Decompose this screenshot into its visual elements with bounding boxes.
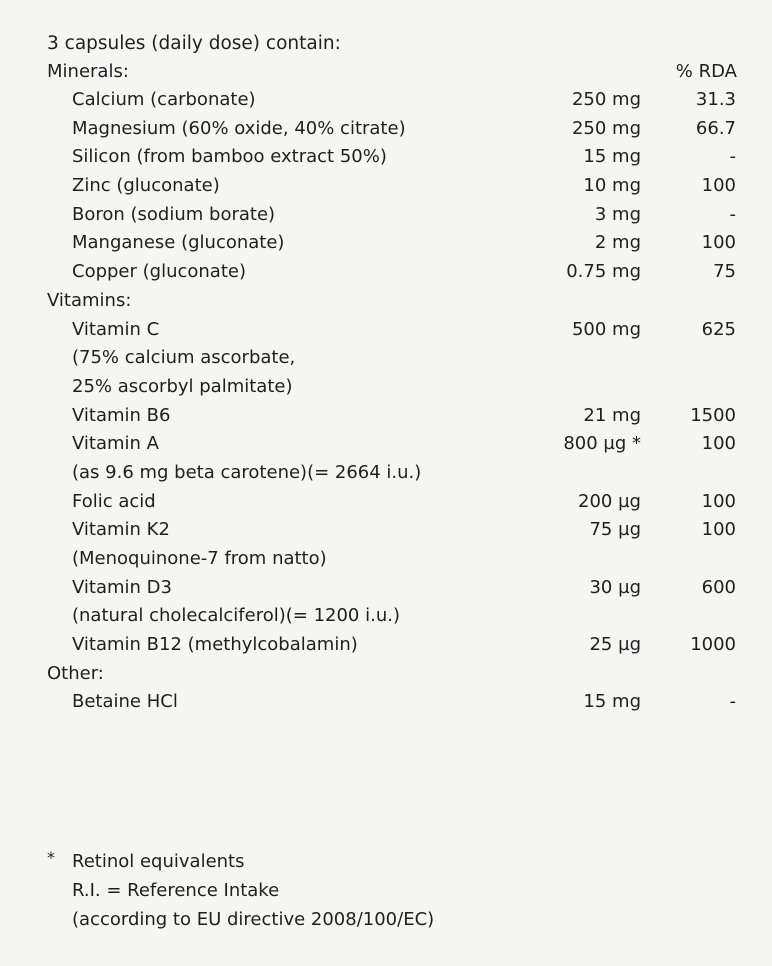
table-row (0, 516, 772, 545)
label-title: 3 capsules (daily dose) contain: (47, 33, 341, 54)
ingredient-name: (as 9.6 mg beta carotene)(= 2664 i.u.) (72, 461, 422, 483)
section-label: Vitamins: (47, 289, 132, 311)
ingredient-rda: 100 (701, 490, 736, 512)
section-row (0, 287, 772, 316)
ingredient-name: Vitamin K2 (72, 519, 170, 541)
footnote-line (47, 905, 647, 934)
ingredient-amount: 250 mg (571, 117, 641, 139)
ingredient-name: Betaine HCl (72, 691, 178, 713)
ingredient-amount: 500 mg (571, 318, 641, 340)
ingredient-amount: 200 µg (578, 490, 641, 512)
ingredient-name: Vitamin D3 (72, 576, 172, 598)
section-label: Minerals: (47, 61, 129, 82)
table-row (0, 344, 772, 373)
ingredient-rda: 1500 (690, 404, 736, 426)
ingredient-name: Boron (sodium borate) (72, 203, 276, 225)
ingredient-amount: 0.75 mg (566, 261, 641, 283)
ingredient-rda: 31.3 (695, 89, 736, 110)
ingredient-amount: 30 µg (589, 576, 641, 598)
footnote-text: R.I. = Reference Intake (72, 880, 280, 901)
footnote-line (47, 847, 647, 876)
table-row (0, 316, 772, 345)
table-row (0, 688, 772, 717)
ingredient-name: Vitamin B6 (72, 404, 171, 426)
table-row (0, 430, 772, 459)
table-row (0, 488, 772, 517)
table-row (0, 172, 772, 201)
footnote-text: (according to EU directive 2008/100/EC) (72, 909, 435, 930)
ingredient-rda: 600 (701, 576, 736, 598)
ingredient-rda: 100 (701, 232, 736, 254)
ingredient-name: (natural cholecalciferol)(= 1200 i.u.) (72, 605, 400, 627)
section-row (0, 660, 772, 689)
table-row (0, 545, 772, 574)
table-row (0, 602, 772, 631)
table-row (0, 373, 772, 402)
ingredient-amount: 10 mg (583, 175, 641, 197)
ingredient-table (0, 86, 772, 717)
ingredient-rda: - (729, 691, 736, 713)
ingredient-amount: 2 mg (594, 232, 641, 254)
table-row (0, 201, 772, 230)
table-row (0, 402, 772, 431)
table-row (0, 229, 772, 258)
ingredient-name: Vitamin A (72, 433, 159, 455)
ingredient-rda: 66.7 (695, 117, 736, 139)
ingredient-rda: 625 (701, 318, 736, 340)
ingredient-amount: 250 mg (571, 89, 641, 110)
ingredient-rda: 100 (701, 433, 736, 455)
column-header-row (47, 58, 737, 86)
ingredient-name: Zinc (gluconate) (72, 175, 220, 197)
table-row (0, 86, 772, 115)
footnote-marker: * (47, 848, 55, 867)
ingredient-rda: 1000 (690, 634, 736, 656)
ingredient-name: Vitamin B12 (methylcobalamin) (72, 634, 358, 656)
table-row (0, 631, 772, 660)
ingredient-name: Folic acid (72, 490, 156, 512)
table-row (0, 574, 772, 603)
ingredient-name: (Menoquinone-7 from natto) (72, 548, 327, 569)
ingredient-rda: 100 (701, 175, 736, 197)
ingredient-rda: - (729, 203, 736, 225)
ingredient-name: Silicon (from bamboo extract 50%) (72, 146, 387, 168)
ingredient-name: 25% ascorbyl palmitate) (72, 375, 293, 397)
footnote-line (47, 876, 647, 905)
ingredient-name: Calcium (carbonate) (72, 89, 256, 110)
ingredient-amount: 3 mg (594, 203, 641, 225)
section-label: Other: (47, 662, 104, 684)
ingredient-rda: - (729, 146, 736, 168)
ingredient-name: Vitamin C (72, 318, 160, 340)
ingredient-amount: 15 mg (583, 691, 641, 713)
footnotes (47, 847, 647, 934)
footnote-text: Retinol equivalents (72, 851, 245, 872)
table-row (0, 459, 772, 488)
table-row (0, 115, 772, 144)
table-row (0, 258, 772, 287)
ingredient-amount: 800 µg * (563, 433, 641, 455)
ingredient-name: Magnesium (60% oxide, 40% citrate) (72, 117, 406, 139)
ingredient-rda: 100 (701, 519, 736, 541)
ingredient-name: Copper (gluconate) (72, 261, 246, 283)
ingredient-amount: 25 µg (589, 634, 641, 656)
ingredient-amount: 75 µg (589, 519, 641, 541)
ingredient-name: (75% calcium ascorbate, (72, 347, 296, 369)
ingredient-name: Manganese (gluconate) (72, 232, 285, 254)
ingredient-amount: 21 mg (583, 404, 641, 426)
ingredient-amount: 15 mg (583, 146, 641, 168)
rda-column-header: % RDA (675, 61, 737, 82)
ingredient-rda: 75 (713, 261, 736, 283)
table-row (0, 143, 772, 172)
